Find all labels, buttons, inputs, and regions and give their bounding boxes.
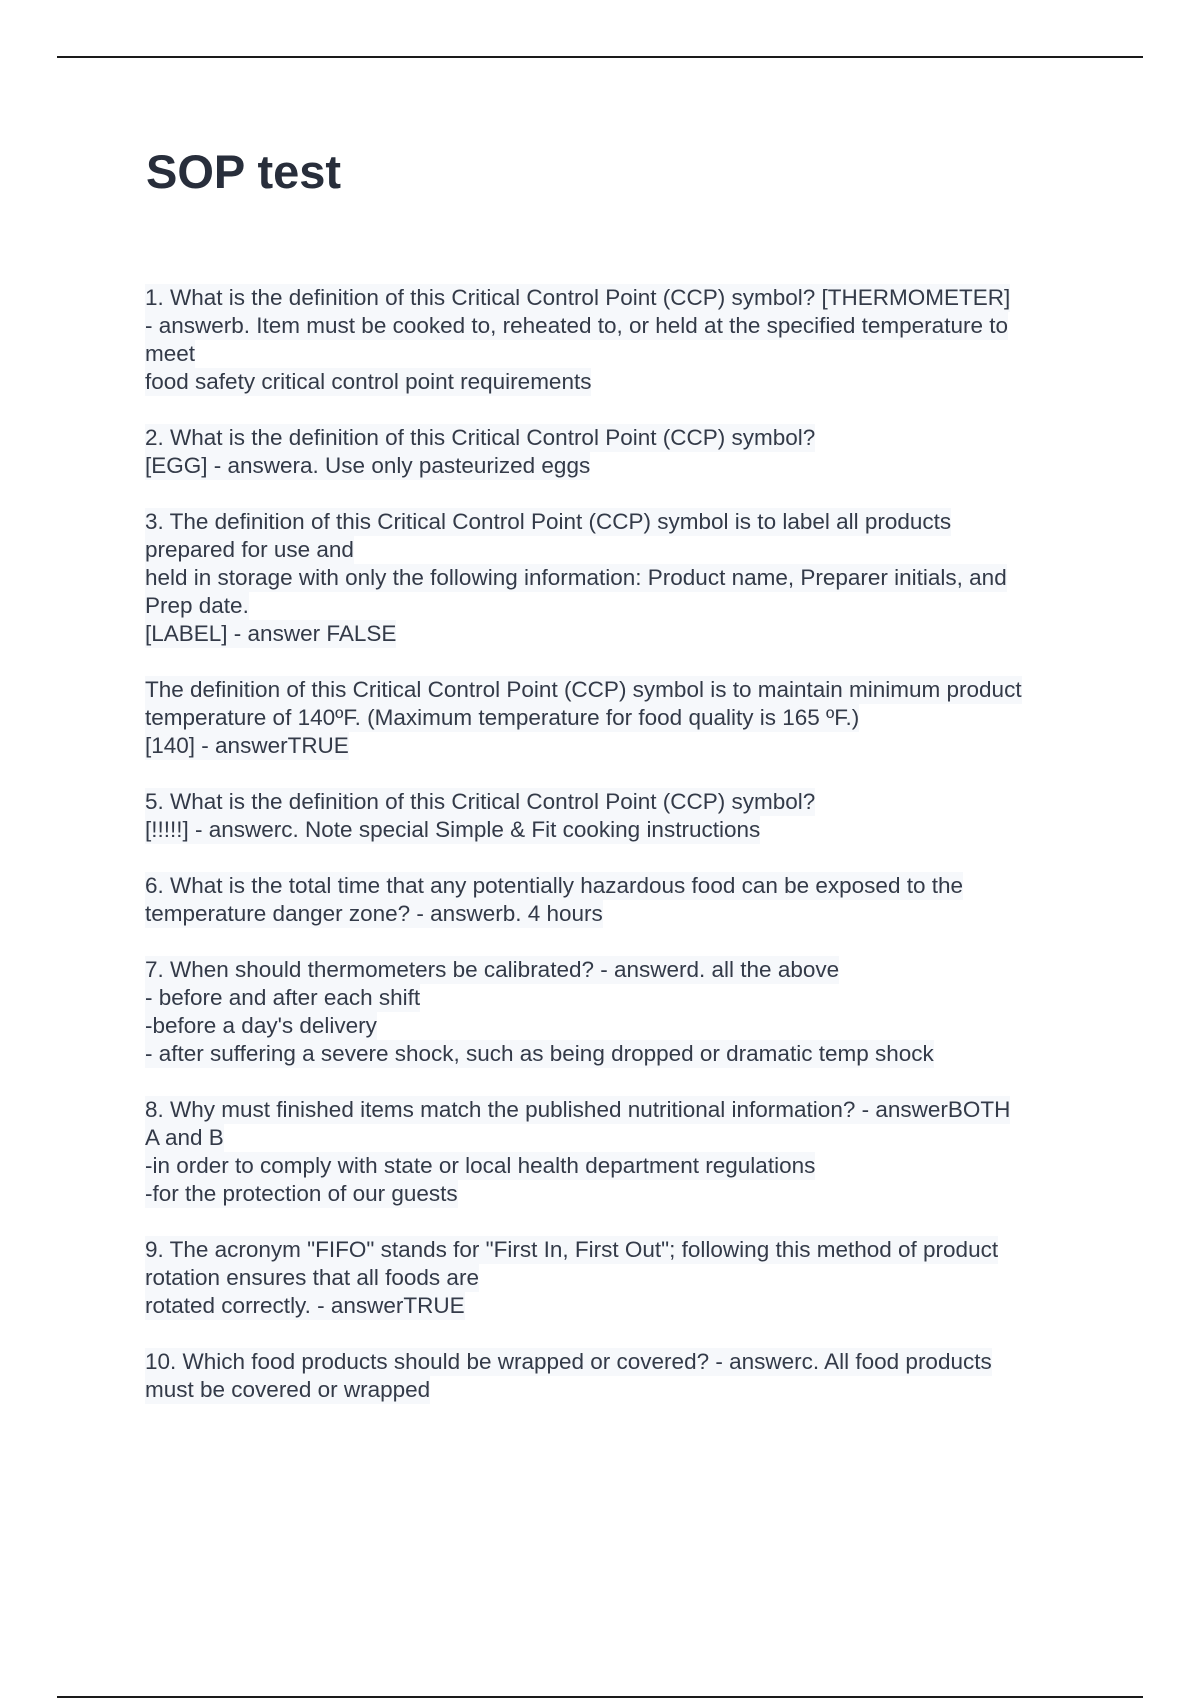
qa-line: - after suffering a severe shock, such as being dropped or dramatic temp shock [145,1041,934,1066]
qa-line: rotated correctly. - answerTRUE [145,1293,465,1318]
qa-line: held in storage with only the following information: Product name, Preparer initials, and [145,565,1007,590]
qa-line: [LABEL] - answer FALSE [145,621,397,646]
page-title: SOP test [146,145,342,198]
qa-line: [!!!!!] - answerc. Note special Simple & Fit cooking instructions [145,817,761,842]
qa-line: 8. Why must finished items match the published nutritional information? - answerBOTH [145,1097,1011,1122]
qa-line: meet [145,341,196,366]
qa-line: Prep date. [145,593,249,618]
qa-line: 2. What is the definition of this Critical Control Point (CCP) symbol? [145,425,816,450]
qa-line: -in order to comply with state or local health department regulations [145,1153,816,1178]
qa-item-8 [145,1096,1095,1208]
qa-line: temperature of 140ºF. (Maximum temperature for food quality is 165 ºF.) [145,705,860,730]
qa-line: 10. Which food products should be wrapped or covered? - answerc. All food products [145,1349,992,1374]
qa-item-1 [145,284,1095,396]
qa-line: temperature danger zone? - answerb. 4 hours [145,901,603,926]
qa-item-4 [145,676,1095,760]
qa-line: must be covered or wrapped [145,1377,431,1402]
qa-item-5 [145,788,1095,844]
qa-line: [EGG] - answera. Use only pasteurized eggs [145,453,591,478]
qa-item-10 [145,1348,1095,1404]
qa-item-7 [145,956,1095,1068]
qa-line: 3. The definition of this Critical Control Point (CCP) symbol is to label all products [145,509,952,534]
qa-line: rotation ensures that all foods are [145,1265,479,1290]
qa-line: The definition of this Critical Control Point (CCP) symbol is to maintain minimum product [145,677,1022,702]
qa-line: A and B [145,1125,224,1150]
qa-item-2 [145,424,1095,480]
qa-line: -before a day's delivery [145,1013,377,1038]
bottom-rule [57,1696,1143,1698]
qa-line: food safety critical control point requirements [145,369,592,394]
qa-line: 1. What is the definition of this Critical Control Point (CCP) symbol? [THERMOMETER] [145,285,1011,310]
qa-line: prepared for use and [145,537,354,562]
qa-line: -for the protection of our guests [145,1181,458,1206]
qa-line: - answerb. Item must be cooked to, reheated to, or held at the specified temperature to [145,313,1008,338]
qa-line: 6. What is the total time that any potentially hazardous food can be exposed to the [145,873,964,898]
qa-item-3 [145,508,1095,648]
question-list [145,284,1095,1432]
qa-line: 9. The acronym "FIFO" stands for "First In, First Out"; following this method of product [145,1237,999,1262]
qa-line: [140] - answerTRUE [145,733,349,758]
qa-item-6 [145,872,1095,928]
qa-line: 7. When should thermometers be calibrated? - answerd. all the above [145,957,840,982]
qa-line: - before and after each shift [145,985,421,1010]
qa-item-9 [145,1236,1095,1320]
qa-line: 5. What is the definition of this Critical Control Point (CCP) symbol? [145,789,816,814]
top-rule [57,56,1143,58]
